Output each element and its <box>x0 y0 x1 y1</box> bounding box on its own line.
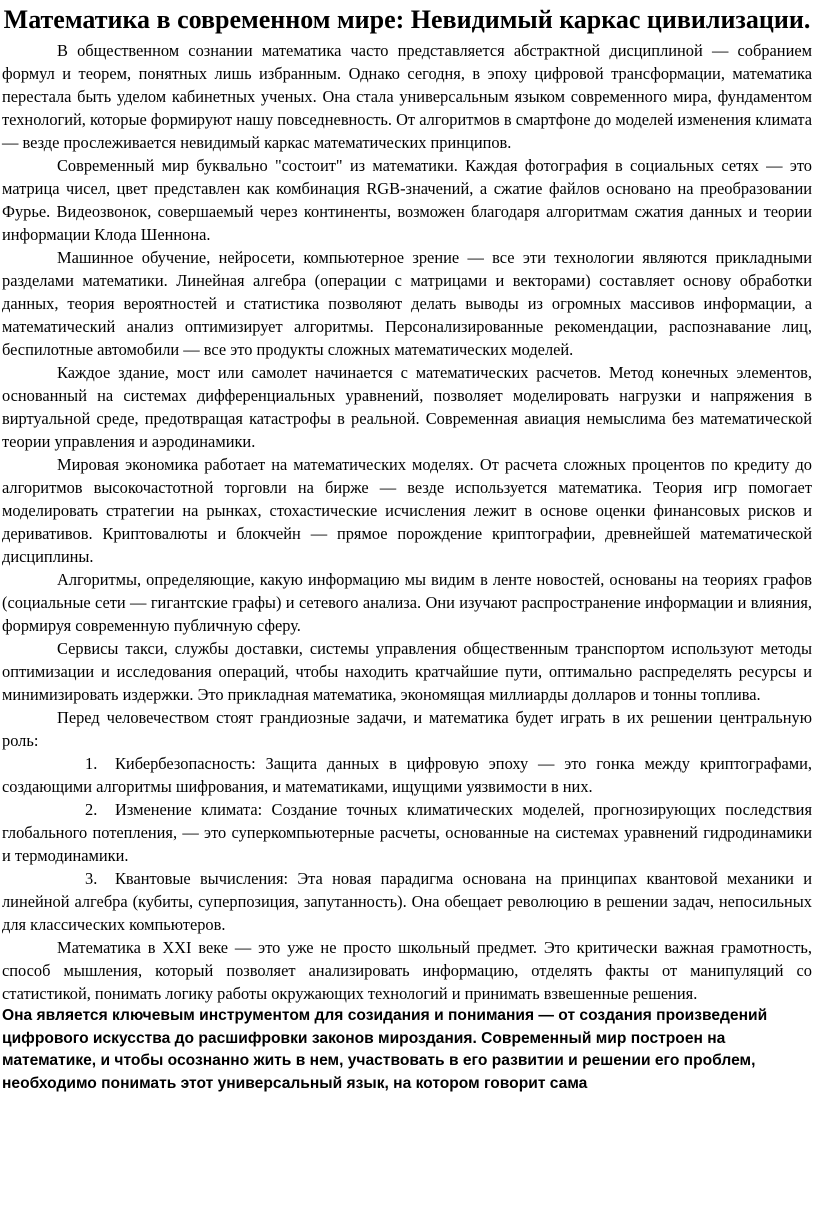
list-item <box>2 798 812 867</box>
challenges-list <box>2 752 812 936</box>
list-item <box>2 752 812 798</box>
list-item-text: Кибербезопасность: Защита данных в цифровую эпоху — это гонка между криптографами, создающими алгоритмы шифрования, и математиками, ищущими уязвимости в них. <box>2 754 812 796</box>
document-title: Математика в современном мире: Невидимый каркас цивилизации. <box>3 5 811 34</box>
list-item-text: Изменение климата: Создание точных климатических моделей, прогнозирующих последствия глобального потепления, — это суперкомпьютерные расчеты, основанные на системах уравнений гидродинамики и термодинамики. <box>2 800 812 865</box>
body-paragraph: В общественном сознании математика часто представляется абстрактной дисциплиной — собранием формул и теорем, понятных лишь избранным. Однако сегодня, в эпоху цифровой трансформации, математика перестала быть уделом кабинетных ученых. Она стала универсальным языком современного мира, фундаментом технологий, которые формируют нашу повседневность. От алгоритмов в смартфоне до моделей изменения климата — везде прослеживается невидимый каркас математических принципов. <box>2 41 812 152</box>
body-paragraph: Машинное обучение, нейросети, компьютерное зрение — все эти технологии являются прикладными разделами математики. Линейная алгебра (операции с матрицами и векторами) составляет основу обработки данных, теория вероятностей и статистика позволяют делать выводы из огромных массивов информации, а математический анализ оптимизирует алгоритмы. Персонализированные рекомендации, распознавание лиц, беспилотные автомобили — все это продукты сложных математических моделей. <box>2 248 812 359</box>
body-paragraph: Каждое здание, мост или самолет начинается с математических расчетов. Метод конечных элементов, основанный на системах дифференциальных уравнений, позволяет моделировать нагрузки и напряжения в виртуальной среде, предотвращая катастрофы в реальной. Современная авиация немыслима без математической теории управления и аэродинамики. <box>2 363 812 451</box>
closing-bold-paragraph: Она является ключевым инструментом для созидания и понимания — от создания произведений цифрового искусства до расшифровки законов мироздания. Современный мир построен на математике, и чтобы осознанно жить в нем, участвовать в его развитии и решении его проблем, необходимо понимать этот универсальный язык, на котором говорит сама <box>2 1007 768 1092</box>
list-item-number: 1. <box>85 754 98 773</box>
list-item-text: Квантовые вычисления: Эта новая парадигма основана на принципах квантовой механики и линейной алгебра (кубиты, суперпозиция, запутанность). Она обещает революцию в решении задач, непосильных для классических компьютеров. <box>2 869 812 934</box>
list-item-number: 2. <box>85 800 98 819</box>
body-paragraph: Алгоритмы, определяющие, какую информацию мы видим в ленте новостей, основаны на теориях графов (социальные сети — гигантские графы) и сетевого анализа. Они изучают распространение информации и влияния, формируя современную публичную сферу. <box>2 570 812 635</box>
body-paragraph: Современный мир буквально "состоит" из математики. Каждая фотография в социальных сетях — это матрица чисел, цвет представлен как комбинация RGB-значений, а сжатие файлов основано на преобразовании Фурье. Видеозвонок, совершаемый через континенты, возможен благодаря алгоритмам сжатия данных и теории информации Клода Шеннона. <box>2 156 812 244</box>
body-paragraph: Перед человечеством стоят грандиозные задачи, и математика будет играть в их решении центральную роль: <box>2 708 812 750</box>
list-item <box>2 867 812 936</box>
body-paragraph: Сервисы такси, службы доставки, системы управления общественным транспортом используют методы оптимизации и исследования операций, чтобы находить кратчайшие пути, оптимально распределять ресурсы и минимизировать издержки. Это прикладная математика, экономящая миллиарды долларов и тонны топлива. <box>2 639 812 704</box>
body-paragraph: Мировая экономика работает на математических моделях. От расчета сложных процентов по кредиту до алгоритмов высокочастотной торговли на бирже — везде используется математика. Теория игр помогает моделировать стратегии на рынках, стохастические исчисления лежит в основе оценки финансовых рисков и деривативов. Криптовалюты и блокчейн — прямое порождение криптографии, древнейшей математической дисциплины. <box>2 455 812 566</box>
list-item-number: 3. <box>85 869 98 888</box>
conclusion-paragraph: Математика в XXI веке — это уже не просто школьный предмет. Это критически важная грамотность, способ мышления, который позволяет анализировать информацию, отделять факты от манипуляций со статистикой, понимать логику работы окружающих технологий и принимать взвешенные решения. <box>2 938 812 1003</box>
